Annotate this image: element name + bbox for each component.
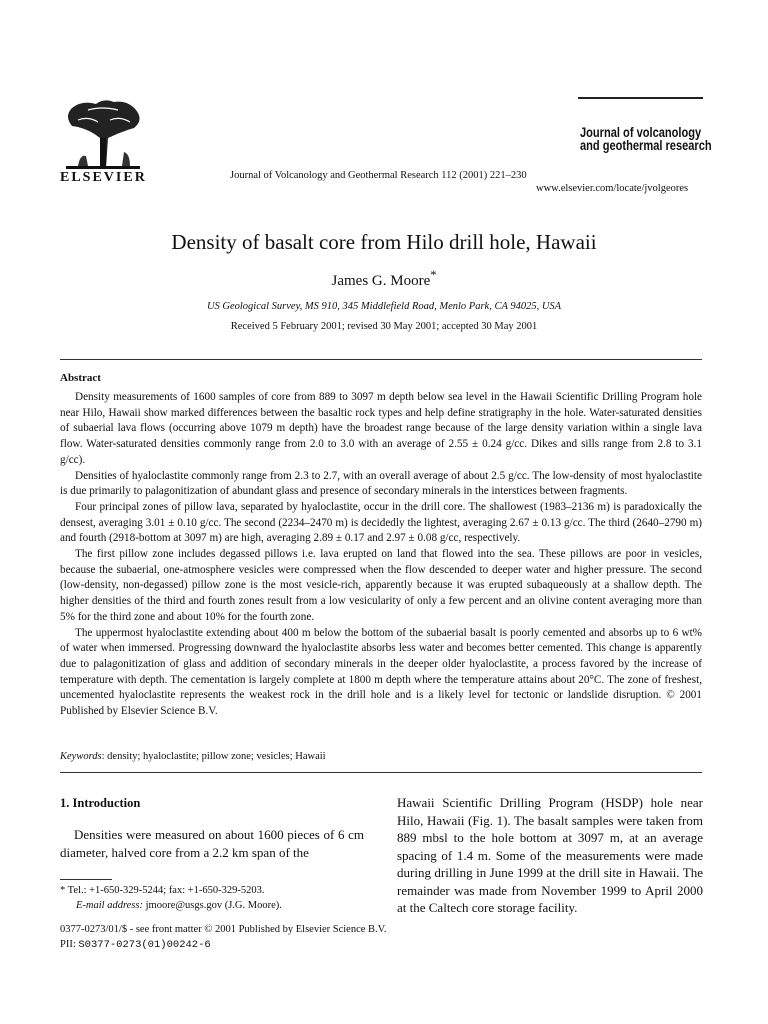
- pii-value: S0377-0273(01)00242-6: [78, 939, 211, 951]
- abstract-paragraph: Four principal zones of pillow lava, separated by hyaloclastite, occur in the drill core. The shallowest (1983–2136 m) is paradoxically the densest, averaging 3.01 ± 0.10 g/cc. The second (2234–2470 m) is decidedly the lightest, averaging 2.67 ± 0.13 g/cc. The third (2640–2790 m) and fourth (2918-bottom at 3097 m) are high, averaging 2.89 ± 0.17 and 2.97 ± 0.08 g/cc, respectively.: [60, 500, 702, 545]
- journal-url[interactable]: www.elsevier.com/locate/jvolgeores: [536, 183, 689, 194]
- body-paragraph: Hawaii Scientific Drilling Program (HSDP) hole near Hilo, Hawaii (Fig. 1). The basalt samples were taken from 889 mbsl to the hole bottom at 3097 m, at an average spacing of 1.4 m. Some of the measurements were made during drilling in June 1999 at the drill site in Hawaii. The remainder was made from November 1999 to April 2000 at the Caltech core storage facility.: [397, 795, 703, 915]
- keywords-list: : density; hyaloclastite; pillow zone; vesicles; Hawaii: [101, 751, 326, 762]
- footnote: [60, 883, 282, 913]
- author-mark: *: [430, 268, 437, 282]
- affiliation: US Geological Survey, MS 910, 345 Middlefield Road, Menlo Park, CA 94025, USA: [206, 301, 562, 312]
- email-label: E-mail address:: [76, 900, 143, 911]
- author-name: James G. Moore: [331, 273, 431, 289]
- paper-title: Density of basalt core from Hilo drill hole, Hawaii: [171, 230, 597, 254]
- body-paragraph: Densities were measured on about 1600 pieces of 6 cm diameter, halved core from a 2.2 km span of the: [60, 827, 364, 860]
- email-address[interactable]: jmoore@usgs.gov (J.G. Moore).: [142, 900, 282, 911]
- journal-citation: Journal of Volcanology and Geothermal Research 112 (2001) 221–230: [230, 170, 527, 181]
- journal-brand: [580, 126, 712, 152]
- journal-brand-line1: Journal of volcanology: [580, 125, 702, 140]
- article-dates: Received 5 February 2001; revised 30 May 2001; accepted 30 May 2001: [230, 321, 538, 332]
- footnote-contact: * Tel.: +1-650-329-5244; fax: +1-650-329-5203.: [60, 885, 265, 896]
- author: [0, 268, 768, 290]
- right-column: [397, 794, 703, 917]
- abstract-body: [60, 390, 702, 720]
- abstract-paragraph: The uppermost hyaloclastite extending about 400 m below the bottom of the subaerial basalt is poorly cemented and absorbs up to 6 wt% of water when immersed. Progressing downward the hyaloclastite absorbs less water and becomes better cemented. This change is apparently due to palagonitization of glass and addition of secondary minerals in the deeper older hyaloclastite, a process favored by the increase of temperature with depth. The cementation is largely complete at 1800 m depth where the temperature attains about 20°C. The zone of freshest, uncemented hyaloclastite represents the weakest rock in the drill hole and is a likely level for tectonic or landslide disruption. © 2001 Published by Elsevier Science B.V.: [60, 626, 702, 718]
- pii-line: [60, 937, 387, 953]
- section-heading: 1. Introduction: [60, 796, 141, 810]
- divider: [60, 359, 702, 360]
- journal-brand-line2: and geothermal research: [580, 138, 712, 153]
- header-rule: [578, 97, 703, 99]
- divider: [60, 772, 702, 773]
- abstract-paragraph: Densities of hyaloclastite commonly range from 2.3 to 2.7, with an overall average of about 2.5 g/cc. The low-density of most hyaloclastite is due primarily to palagonitization of abundant glass and presence of secondary minerals in the interstices between fragments.: [60, 469, 702, 498]
- footnote-email-line: [60, 898, 282, 913]
- abstract-paragraph: Density measurements of 1600 samples of core from 889 to 3097 m depth below sea level in the Hawaii Scientific Drilling Program hole near Hilo, Hawaii show marked differences between the basaltic rock types and help define stratigraphy in the hole. Water-saturated densities of subaerial lava flows (occurring above 1079 m depth) have the broadest range because of the large density variation within a single lava flow. Water-saturated densities commonly range from 2.0 to 3.0 with an average of 2.55 ± 0.24 g/cc. Dikes and sills range from 2.8 to 3.1 g/cc).: [60, 391, 702, 466]
- keywords: [60, 751, 326, 762]
- footnote-rule: [60, 879, 112, 880]
- left-column: [60, 826, 364, 861]
- front-matter: [60, 922, 387, 953]
- publisher-name: ELSEVIER: [60, 170, 147, 185]
- keywords-label: Keywords: [60, 751, 102, 762]
- front-matter-line: 0377-0273/01/$ - see front matter © 2001 Published by Elsevier Science B.V.: [60, 924, 387, 935]
- abstract-heading: Abstract: [60, 372, 101, 384]
- pii-label: PII:: [60, 939, 79, 950]
- abstract-paragraph: The first pillow zone includes degassed pillows i.e. lava erupted on land that flowed into the sea. These pillows are poor in vesicles, because the subaerial, one-atmosphere vesicles were compressed when the flow descended to deeper water and higher pressure. The second (low-density, non-degassed) pillow zone is the most vesicle-rich, apparently because it was erupted subaqueously at a shallow depth. The higher densities of the third and fourth zones result from a low vesicularity of only a few percent and an olivine content averaging more than 5% for the third zone and about 10% for the fourth zone.: [60, 548, 702, 623]
